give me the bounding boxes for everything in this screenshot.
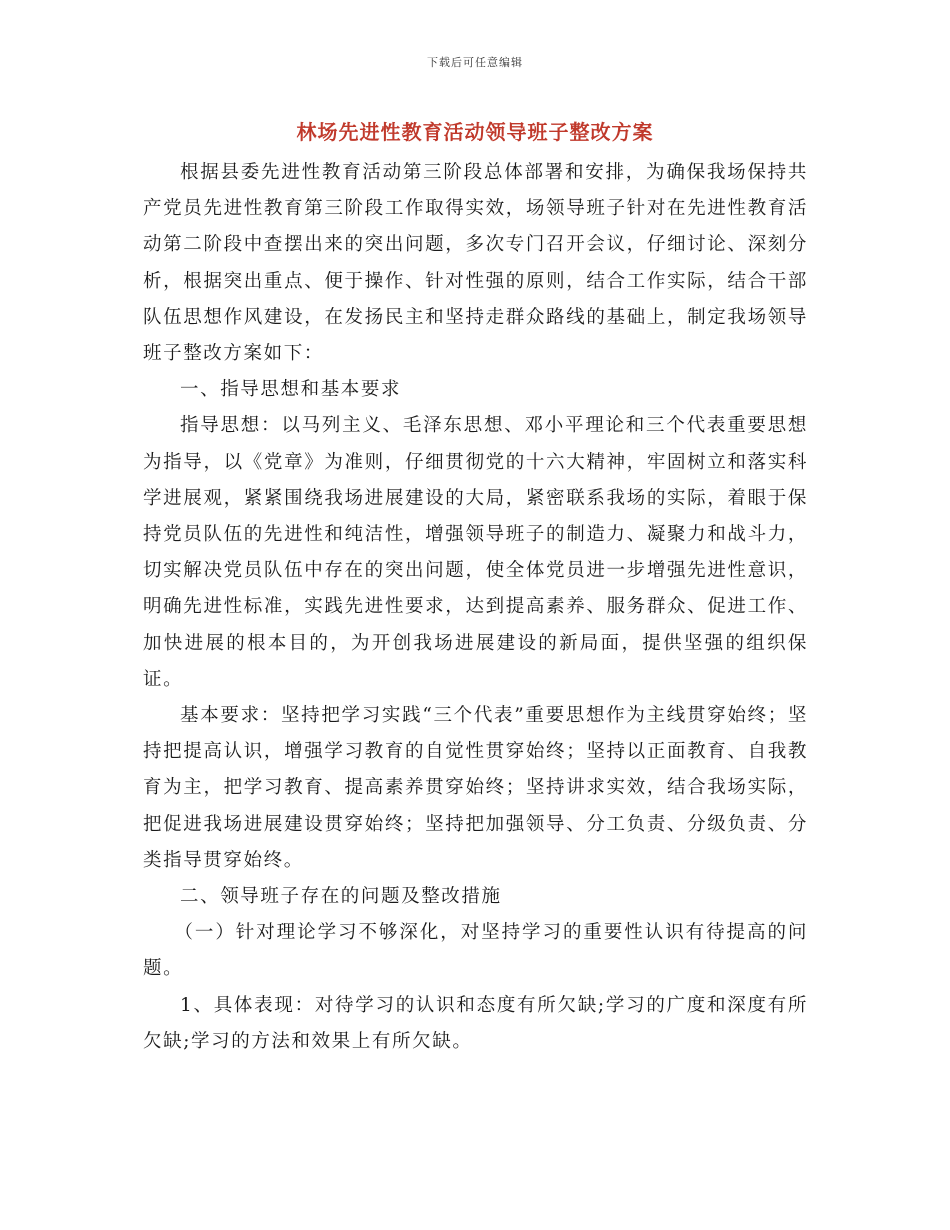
paragraph-intro: 根据县委先进性教育活动第三阶段总体部署和安排，为确保我场保持共产党员先进性教育第三阶段工作取得实效，场领导班子针对在先进性教育活动第二阶段中查摆出来的突出问题，多次专门召开会议，仔细讨论、深刻分析，根据突出重点、便于操作、针对性强的原则，结合工作实际，结合干部队伍思想作风建设，在发扬民主和坚持走群众路线的基础上，制定我场领导班子整改方案如下： <box>143 162 808 365</box>
subsection-heading-1: （一）针对理论学习不够深化，对坚持学习的重要性认识有待提高的问题。 <box>143 922 808 980</box>
paragraph-specific-manifestation: 1、具体表现：对待学习的认识和态度有所欠缺;学习的广度和深度有所欠缺;学习的方法和效果上有所欠缺。 <box>143 994 808 1052</box>
header-note: 下载后可任意编辑 <box>427 56 523 69</box>
section-heading-1: 一、指导思想和基本要求 <box>180 379 402 401</box>
paragraph-basic-requirements: 基本要求：坚持把学习实践“三个代表”重要思想作为主线贯穿始终；坚持把提高认识，增强学习教育的自觉性贯穿始终；坚持以正面教育、自我教育为主，把学习教育、提高素养贯穿始终；坚持讲求实效，结合我场实际，把促进我场进展建设贯穿始终；坚持把加强领导、分工负责、分级负责、分类指导贯穿始终。 <box>143 705 808 871</box>
section-heading-2: 二、领导班子存在的问题及整改措施 <box>180 886 502 908</box>
paragraph-guiding-thought: 指导思想：以马列主义、毛泽东思想、邓小平理论和三个代表重要思想为指导，以《党章》为准则，仔细贯彻党的十六大精神，牢固树立和落实科学进展观，紧紧围绕我场进展建设的大局，紧密联系我场的实际，着眼于保持党员队伍的先进性和纯洁性，增强领导班子的制造力、凝聚力和战斗力，切实解决党员队伍中存在的突出问题，使全体党员进一步增强先进性意识，明确先进性标准，实践先进性要求，达到提高素养、服务群众、促进工作、加快进展的根本目的，为开创我场进展建设的新局面，提供坚强的组织保证。 <box>143 415 808 690</box>
document-body <box>143 155 808 1060</box>
document-title: 林场先进性教育活动领导班子整改方案 <box>296 120 654 144</box>
